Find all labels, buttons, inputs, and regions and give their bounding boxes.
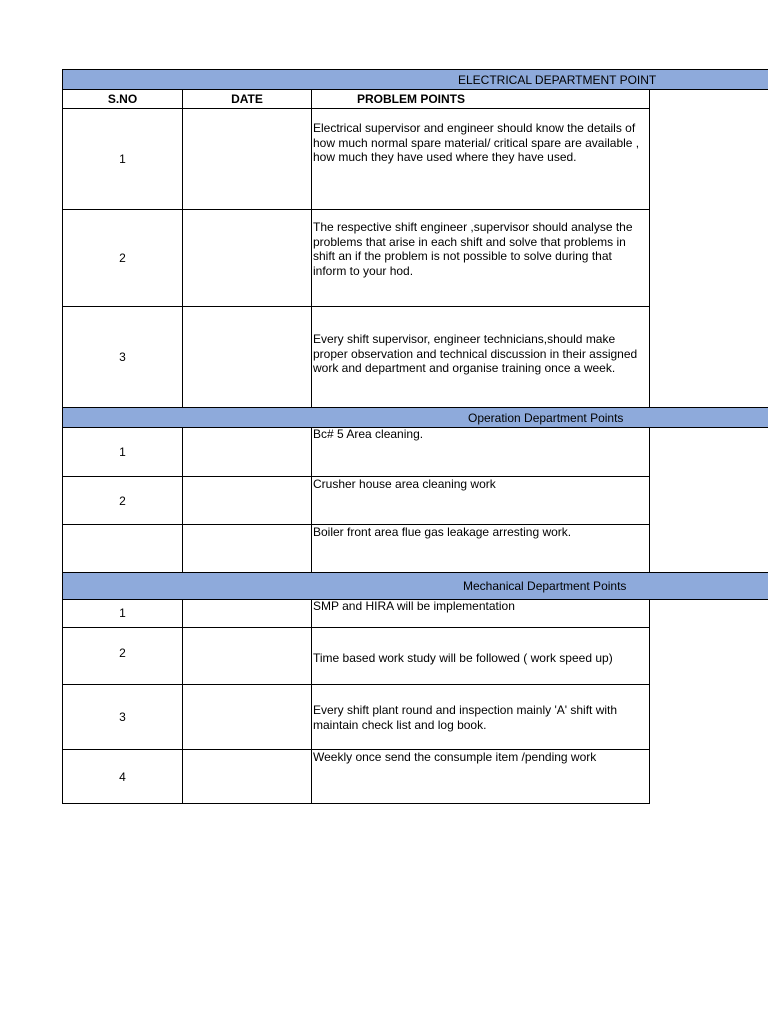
sno-value: 1 bbox=[119, 606, 126, 620]
column-header-row bbox=[62, 89, 650, 109]
date-cell bbox=[183, 599, 312, 628]
electrical-section-header bbox=[62, 69, 768, 90]
mechanical-section-title: Mechanical Department Points bbox=[463, 579, 627, 593]
sno-cell bbox=[62, 210, 183, 307]
problem-cell bbox=[312, 307, 650, 408]
table-row bbox=[62, 109, 650, 210]
table-row bbox=[62, 525, 650, 573]
sno-value: 2 bbox=[119, 493, 126, 508]
date-cell bbox=[183, 307, 312, 408]
table-row bbox=[62, 685, 650, 750]
mechanical-section-header bbox=[62, 572, 768, 600]
sno-cell bbox=[62, 525, 183, 573]
sno-value: 4 bbox=[119, 769, 126, 784]
table-row bbox=[62, 750, 650, 804]
date-cell bbox=[183, 109, 312, 210]
problem-text: The respective shift engineer ,supervisor should analyse the problems that arise in each shift and solve that problems in shift an if the problem is not possible to solve during that inform to your hod. bbox=[313, 220, 633, 278]
electrical-section-title: ELECTRICAL DEPARTMENT POINT bbox=[458, 72, 657, 87]
header-problem-points bbox=[312, 89, 650, 109]
problem-cell bbox=[312, 109, 650, 210]
date-cell bbox=[183, 685, 312, 750]
sno-value: 2 bbox=[119, 646, 126, 661]
sno-cell bbox=[62, 750, 183, 804]
problem-cell bbox=[312, 525, 650, 573]
problem-text: Crusher house area cleaning work bbox=[313, 477, 496, 491]
header-date bbox=[183, 89, 312, 109]
problem-text: Boiler front area flue gas leakage arresting work. bbox=[313, 525, 572, 539]
problem-text: Time based work study will be followed ( work speed up) bbox=[313, 651, 613, 665]
sno-value: 1 bbox=[119, 444, 126, 459]
date-cell bbox=[183, 210, 312, 307]
problem-cell bbox=[312, 427, 650, 477]
problem-cell bbox=[312, 750, 650, 804]
table-row bbox=[62, 307, 650, 408]
problem-text: Every shift plant round and inspection mainly 'A' shift with maintain check list and log book. bbox=[313, 703, 618, 732]
problem-text: Bc# 5 Area cleaning. bbox=[313, 427, 424, 441]
problem-text: SMP and HIRA will be implementation bbox=[313, 599, 515, 613]
operation-section-header bbox=[62, 407, 768, 428]
problem-cell bbox=[312, 477, 650, 525]
sno-value: 3 bbox=[119, 350, 126, 364]
problem-text: Every shift supervisor, engineer technicians,should make proper observation and technical discussion in their assigned work and department and organise training once a week. bbox=[313, 332, 638, 375]
table-row bbox=[62, 628, 650, 685]
date-cell bbox=[183, 750, 312, 804]
header-sno bbox=[62, 89, 183, 109]
sno-cell bbox=[62, 307, 183, 408]
header-date-label: DATE bbox=[231, 91, 263, 106]
header-sno-label: S.NO bbox=[107, 91, 138, 106]
date-cell bbox=[183, 427, 312, 477]
sno-cell bbox=[62, 599, 183, 628]
table-row bbox=[62, 210, 650, 307]
problem-cell bbox=[312, 210, 650, 307]
sno-value: 1 bbox=[119, 152, 126, 166]
sno-cell bbox=[62, 628, 183, 685]
sno-value: 3 bbox=[119, 710, 126, 724]
sno-cell bbox=[62, 109, 183, 210]
problem-cell bbox=[312, 628, 650, 685]
problem-cell bbox=[312, 685, 650, 750]
date-cell bbox=[183, 477, 312, 525]
sno-cell bbox=[62, 685, 183, 750]
table-row bbox=[62, 599, 650, 628]
date-cell bbox=[183, 628, 312, 685]
problem-cell bbox=[312, 599, 650, 628]
date-cell bbox=[183, 525, 312, 573]
table-row bbox=[62, 427, 650, 477]
sno-cell bbox=[62, 427, 183, 477]
problem-text: Weekly once send the consumple item /pending work bbox=[313, 750, 597, 764]
operation-section-title: Operation Department Points bbox=[468, 410, 624, 425]
table-row bbox=[62, 477, 650, 525]
header-problem-label: PROBLEM POINTS bbox=[357, 91, 466, 106]
problem-text: Electrical supervisor and engineer should know the details of how much normal spare material/ critical spare are available , how much they have used where they have used. bbox=[313, 121, 640, 164]
sno-cell bbox=[62, 477, 183, 525]
sno-value: 2 bbox=[119, 251, 126, 265]
